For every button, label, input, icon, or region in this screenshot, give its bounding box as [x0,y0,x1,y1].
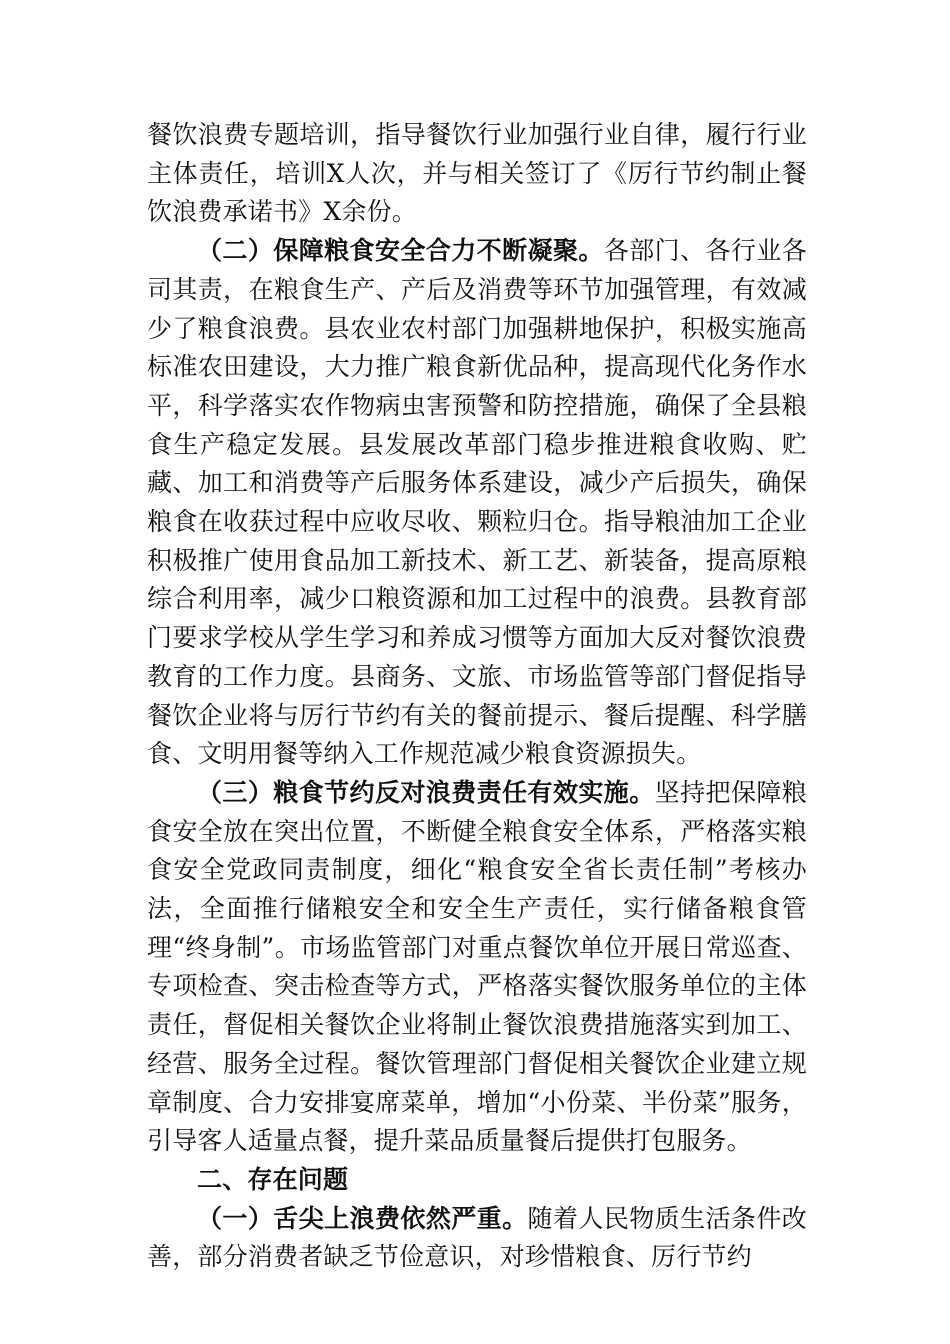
paragraph-lead: （二）保障粮食安全合力不断凝聚。 [197,236,604,266]
paragraph-responsibility [147,774,807,1161]
paragraph-text: 餐饮浪费专题培训，指导餐饮行业加强行业自律，履行行业主体责任，培训X人次，并与相关签订了《厉行节约制止餐饮浪费承诺书》X余份。 [147,120,807,227]
paragraph-text: 坚持把保障粮食安全放在突出位置，不断健全粮食安全体系，严格落实粮食安全党政同责制度，细化“粮食安全省长责任制”考核办法，全面推行储粮安全和安全生产责任，实行储备粮食管理“终身制”。市场监管部门对重点餐饮单位开展日常巡查、专项检查、突击检查等方式，严格落实餐饮服务单位的主体责任，督促相关餐饮企业将制止餐饮浪费措施落实到加工、经营、服务全过程。餐饮管理部门督促相关餐饮企业建立规章制度、合力安排宴席菜单，增加“小份菜、半份菜”服务，引导客人适量点餐，提升菜品质量餐后提供打包服务。 [147,777,808,1156]
paragraph-continuation [147,116,807,232]
document-body [147,116,807,1277]
section-heading: 二、存在问题 [197,1164,349,1194]
paragraph-lead: （一）舌尖上浪费依然严重。 [197,1203,528,1233]
paragraph-lead: （三）粮食节约反对浪费责任有效实施。 [197,777,655,807]
paragraph-text: 随着人民物质生活条件改善，部分消费者缺乏节俭意识，对珍惜粮食、厉行节约 [147,1203,808,1272]
paragraph-grain-security [147,232,807,774]
paragraph-problems [147,1200,807,1277]
paragraph-text: 各部门、各行业各司其责，在粮食生产、产后及消费等环节加强管理，有效减少了粮食浪费。县农业农村部门加强耕地保护，积极实施高标准农田建设，大力推广粮食新优品种，提高现代化务作水平，科学落实农作物病虫害预警和防控措施，确保了全县粮食生产稳定发展。县发展改革部门稳步推进粮食收购、贮藏、加工和消费等产后服务体系建设，减少产后损失，确保粮食在收获过程中应收尽收、颗粒归仓。指导粮油加工企业积极推广使用食品加工新技术、新工艺、新装备，提高原粮综合利用率，减少口粮资源和加工过程中的浪费。县教育部门要求学校从学生学习和养成习惯等方面加大反对餐饮浪费教育的工作力度。县商务、文旅、市场监管等部门督促指导餐饮企业将与厉行节约有关的餐前提示、餐后提醒、科学膳食、文明用餐等纳入工作规范减少粮食资源损失。 [147,236,807,769]
